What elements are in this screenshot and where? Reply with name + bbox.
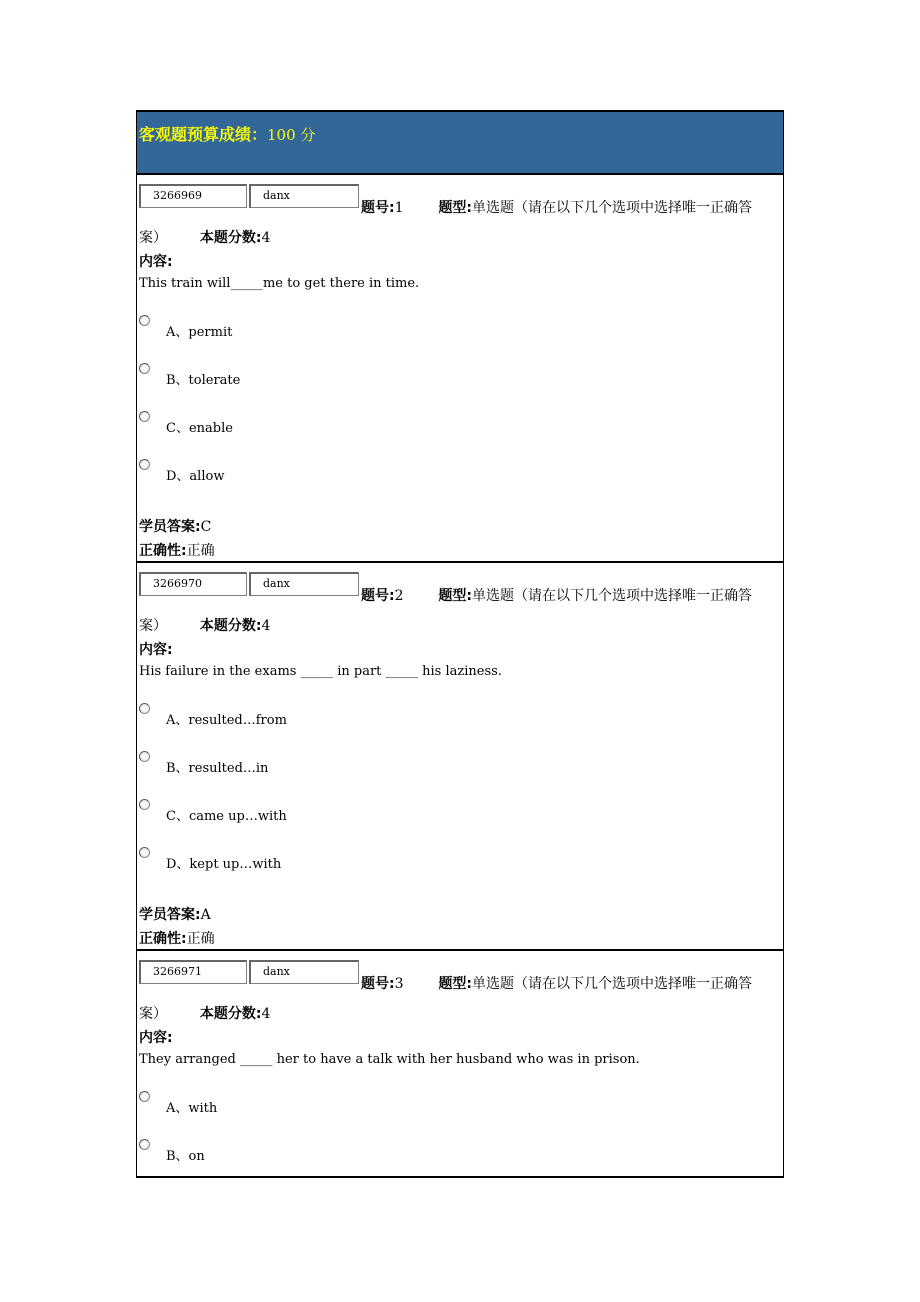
question-type-code-field[interactable]: danx: [249, 184, 359, 208]
question-meta-cont: [139, 615, 270, 635]
option-b[interactable]: B、resulted…in: [139, 757, 268, 776]
question-number: 1: [394, 200, 404, 216]
question-type-label: 题型:: [438, 200, 473, 216]
question-score-label: 本题分数:: [199, 618, 262, 634]
question-id-field[interactable]: 3266971: [139, 960, 247, 984]
option-d[interactable]: D、kept up…with: [139, 853, 281, 872]
option-a[interactable]: A、permit: [139, 321, 232, 340]
question-type-text-cont: 案）: [139, 618, 167, 634]
question-type-code-field[interactable]: danx: [249, 572, 359, 596]
question-type-text: 单选题（请在以下几个选项中选择唯一正确答: [472, 976, 753, 992]
radio-icon[interactable]: [139, 459, 150, 470]
question-number: 3: [394, 976, 404, 992]
option-c[interactable]: C、enable: [139, 417, 233, 436]
option-c[interactable]: C、came up…with: [139, 805, 287, 824]
question-type-text: 单选题（请在以下几个选项中选择唯一正确答: [472, 200, 753, 216]
correctness: 正确性:正确: [139, 931, 215, 947]
correctness: 正确性:正确: [139, 543, 215, 559]
question-stem: They arranged _____ her to have a talk with her husband who was in prison.: [139, 1052, 640, 1067]
question-number-label: 题号:: [361, 976, 395, 992]
question-score-label: 本题分数:: [199, 230, 262, 246]
question-meta-cont: [139, 1003, 270, 1023]
question-number: 2: [394, 588, 404, 604]
question-block: [137, 951, 783, 1178]
question-meta-cont: [139, 227, 270, 247]
question-stem: This train will_____me to get there in time.: [139, 276, 420, 291]
exam-result-panel: [136, 110, 784, 1178]
question-score: 4: [261, 618, 271, 634]
option-a[interactable]: A、resulted…from: [139, 709, 287, 728]
radio-icon[interactable]: [139, 751, 150, 762]
question-score: 4: [261, 230, 271, 246]
radio-icon[interactable]: [139, 363, 150, 374]
student-answer: 学员答案:A: [139, 907, 211, 923]
radio-icon[interactable]: [139, 315, 150, 326]
content-label: 内容:: [139, 642, 173, 658]
question-type-text: 单选题（请在以下几个选项中选择唯一正确答: [472, 588, 753, 604]
question-score: 4: [261, 1006, 271, 1022]
question-meta: [361, 197, 752, 217]
question-type-code-field[interactable]: danx: [249, 960, 359, 984]
option-b[interactable]: B、tolerate: [139, 369, 240, 388]
question-id-field[interactable]: 3266970: [139, 572, 247, 596]
question-meta: [361, 973, 752, 993]
student-answer: 学员答案:C: [139, 519, 212, 535]
content-label: 内容:: [139, 254, 173, 270]
question-id-field[interactable]: 3266969: [139, 184, 247, 208]
content-label: 内容:: [139, 1030, 173, 1046]
question-meta: [361, 585, 752, 605]
question-type-text-cont: 案）: [139, 1006, 167, 1022]
radio-icon[interactable]: [139, 411, 150, 422]
question-type-label: 题型:: [438, 588, 473, 604]
question-type-text-cont: 案）: [139, 230, 167, 246]
score-header: [137, 112, 783, 175]
score-value: 100 分: [267, 126, 316, 144]
question-number-label: 题号:: [361, 200, 395, 216]
radio-icon[interactable]: [139, 799, 150, 810]
score-label: 客观题预算成绩：: [139, 125, 268, 144]
question-score-label: 本题分数:: [199, 1006, 262, 1022]
radio-icon[interactable]: [139, 847, 150, 858]
question-stem: His failure in the exams _____ in part _____ his laziness.: [139, 664, 502, 679]
question-type-label: 题型:: [438, 976, 473, 992]
question-block: [137, 563, 783, 951]
question-block: [137, 175, 783, 563]
radio-icon[interactable]: [139, 703, 150, 714]
option-b[interactable]: B、on: [139, 1145, 205, 1164]
radio-icon[interactable]: [139, 1139, 150, 1150]
question-number-label: 题号:: [361, 588, 395, 604]
radio-icon[interactable]: [139, 1091, 150, 1102]
option-a[interactable]: A、with: [139, 1097, 217, 1116]
option-d[interactable]: D、allow: [139, 465, 224, 484]
